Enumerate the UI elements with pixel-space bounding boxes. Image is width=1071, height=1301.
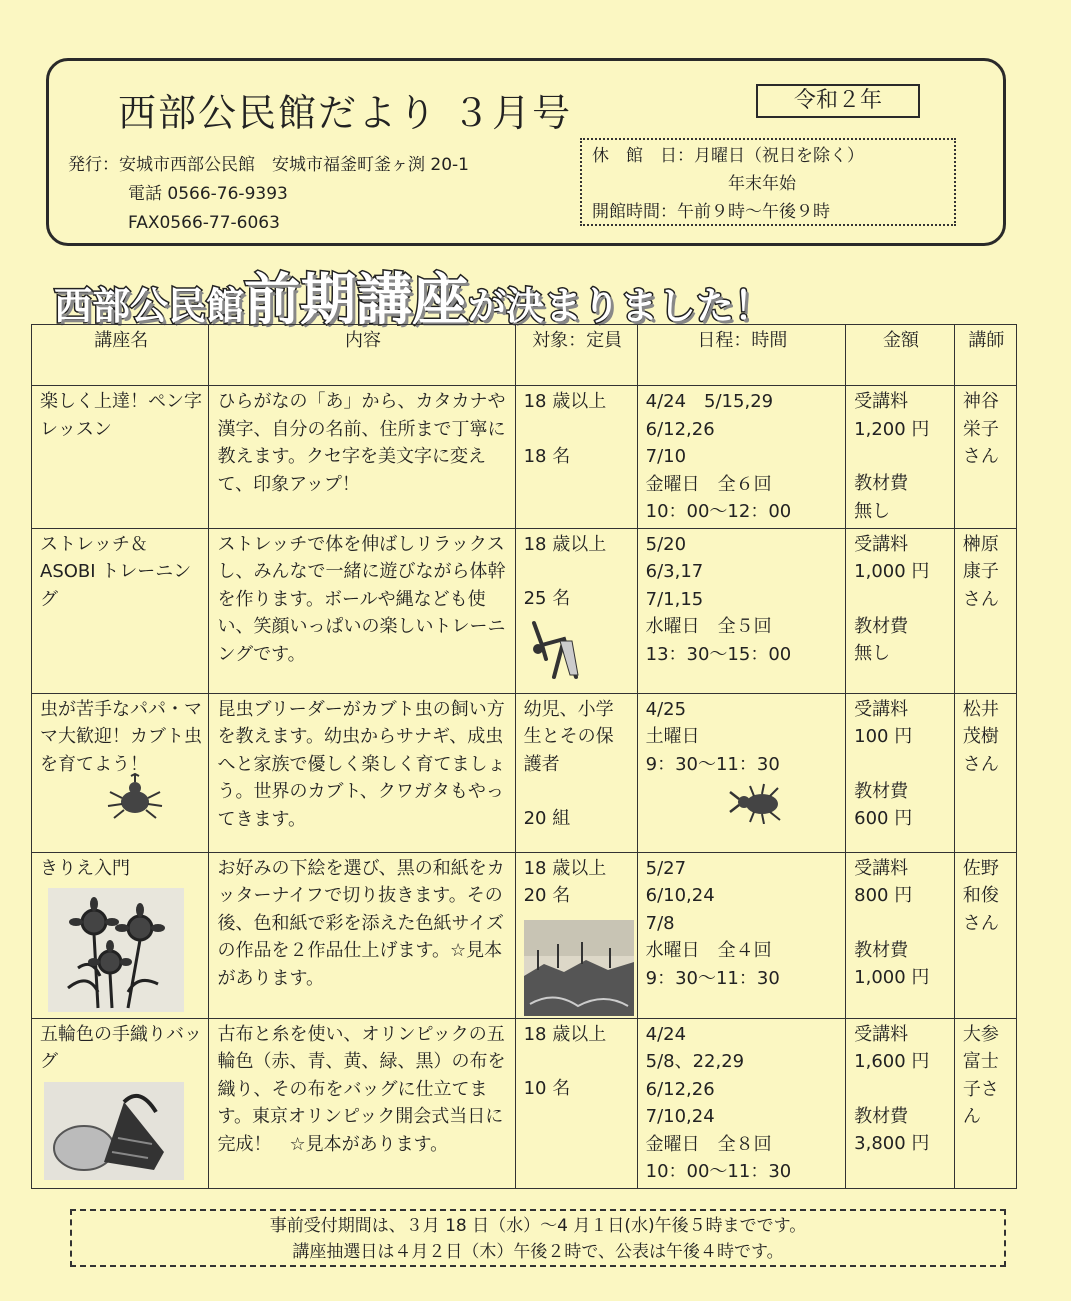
course-target bbox=[515, 1018, 637, 1188]
schedule-line: 4/25 bbox=[645, 698, 687, 720]
course-teacher: 榊原康子さん bbox=[954, 528, 1016, 693]
schedule-line: 水曜日 全４回 bbox=[645, 940, 772, 961]
course-name bbox=[32, 693, 209, 852]
closed-new-year: 年末年始 bbox=[728, 174, 796, 194]
schedule-line: 7/8 bbox=[645, 912, 675, 934]
course-content: 昆虫ブリーダーがカブト虫の飼い方を教えます。幼虫からサナギ、成虫へと家族で優しく楽しく育てましょう。世界のカブト、クワガタもやってきます。 bbox=[209, 693, 515, 852]
course-schedule bbox=[637, 693, 846, 852]
course-target bbox=[515, 693, 637, 852]
schedule-line: 4/24 bbox=[645, 1023, 687, 1045]
course-fee bbox=[846, 693, 955, 852]
schedule-line: 7/10 bbox=[645, 446, 687, 467]
target-text: 18 歳以上 bbox=[523, 1023, 607, 1045]
closed-days: 休 館 日：月曜日（祝日を除く） bbox=[592, 146, 864, 166]
fee-label: 受講料 bbox=[854, 698, 909, 720]
courses-table bbox=[31, 324, 1017, 1189]
schedule-line: 9：30～11：30 bbox=[645, 967, 780, 989]
table-header-row bbox=[32, 325, 1017, 386]
publisher-fax: FAX0566-77-6063 bbox=[128, 213, 280, 233]
course-target bbox=[515, 852, 637, 1018]
schedule-line: 金曜日 全８回 bbox=[645, 1133, 772, 1155]
material-value: 1,000 円 bbox=[854, 967, 930, 988]
banner-part3: が決まりました！ bbox=[468, 284, 773, 328]
course-name-text: 虫が苦手なパパ・ママ大歓迎！カブト虫を育てよう！ bbox=[40, 698, 202, 775]
course-name bbox=[32, 852, 209, 1018]
header-course-name: 講座名 bbox=[32, 325, 209, 386]
course-fee bbox=[846, 386, 955, 529]
course-teacher: 佐野和俊さん bbox=[954, 852, 1016, 1018]
beetle-icon bbox=[100, 772, 170, 822]
table-row bbox=[32, 852, 1017, 1018]
publisher-address: 発行：安城市西部公民館 安城市福釜町釜ヶ渕 20-1 bbox=[68, 155, 469, 175]
schedule-line: 6/12,26 bbox=[645, 418, 715, 440]
fee-label: 受講料 bbox=[854, 1023, 909, 1045]
table-row bbox=[32, 693, 1017, 852]
header-content: 内容 bbox=[209, 325, 515, 386]
course-content: ひらがなの「あ」から、カタカナや漢字、自分の名前、住所まで丁寧に教えます。クセ字を美文字に変えて、印象アップ！ bbox=[209, 386, 515, 529]
era-badge: 令和２年 bbox=[756, 84, 920, 118]
fee-value: 800 円 bbox=[854, 885, 913, 906]
course-schedule bbox=[637, 528, 846, 693]
registration-notice bbox=[70, 1209, 1006, 1267]
fee-label: 受講料 bbox=[854, 857, 909, 879]
schedule-line: 6/10,24 bbox=[645, 885, 715, 906]
table-row bbox=[32, 528, 1017, 693]
fee-label: 受講料 bbox=[854, 533, 909, 555]
course-name-text: 五輪色の手織りバッグ bbox=[40, 1023, 202, 1072]
target-text: 18 歳以上 bbox=[523, 533, 607, 555]
course-target bbox=[515, 386, 637, 529]
capacity-text: 20 組 bbox=[523, 808, 571, 829]
capacity-text: 25 名 bbox=[523, 588, 571, 609]
schedule-line: 金曜日 全６回 bbox=[645, 473, 772, 495]
header-fee: 金額 bbox=[846, 325, 955, 386]
course-fee bbox=[846, 528, 955, 693]
course-fee bbox=[846, 852, 955, 1018]
banner-part2: 前期講座 bbox=[244, 268, 469, 333]
schedule-line: 4/24 5/15,29 bbox=[645, 391, 774, 412]
page-title: 西部公民館だより ３月号 bbox=[118, 91, 573, 135]
schedule-line: 10：00～12：00 bbox=[645, 501, 792, 522]
lottery-date: 講座抽選日は４月２日（木）午後２時で、公表は午後４時です。 bbox=[292, 1242, 784, 1262]
material-label: 教材費 bbox=[854, 1105, 909, 1127]
material-label: 教材費 bbox=[854, 615, 909, 637]
header-schedule: 日程：時間 bbox=[637, 325, 846, 386]
material-label: 教材費 bbox=[854, 780, 909, 802]
course-target bbox=[515, 528, 637, 693]
course-schedule bbox=[637, 852, 846, 1018]
course-name: 楽しく上達！ペン字レッスン bbox=[32, 386, 209, 529]
banner-part1: 西部公民館 bbox=[54, 284, 245, 328]
material-value: 無し bbox=[854, 500, 891, 522]
schedule-line: 5/20 bbox=[645, 533, 687, 555]
course-name: ストレッチ＆ASOBI トレーニング bbox=[32, 528, 209, 693]
schedule-line: 7/1,15 bbox=[645, 588, 704, 610]
course-name-text: きりえ入門 bbox=[40, 857, 130, 879]
course-content: 古布と糸を使い、オリンピックの五輪色（赤、青、黄、緑、黒）の布を織り、その布をバッグに仕立てます。東京オリンピック開会式当日に完成！ ☆見本があります。 bbox=[209, 1018, 515, 1188]
open-hours: 開館時間：午前９時～午後９時 bbox=[592, 202, 830, 222]
schedule-line: 7/10,24 bbox=[645, 1106, 715, 1127]
material-value: 600 円 bbox=[854, 808, 913, 829]
target-text: 18 歳以上 bbox=[523, 391, 607, 412]
course-teacher: 大参富士子さん bbox=[954, 1018, 1016, 1188]
sunflower-cutout-icon bbox=[48, 888, 184, 1012]
schedule-line: 6/12,26 bbox=[645, 1078, 715, 1100]
woven-bag-icon bbox=[44, 1082, 184, 1180]
fee-value: 1,000 円 bbox=[854, 561, 930, 582]
publisher-tel: 電話 0566-76-9393 bbox=[128, 184, 288, 204]
capacity-text: 20 名 bbox=[523, 885, 571, 906]
target-text: 18 歳以上 bbox=[523, 857, 607, 879]
schedule-line: 6/3,17 bbox=[645, 561, 704, 582]
capacity-text: 18 名 bbox=[523, 445, 571, 467]
opening-hours-box bbox=[580, 138, 956, 226]
material-label: 教材費 bbox=[854, 473, 909, 494]
course-teacher: 神谷栄子さん bbox=[954, 386, 1016, 529]
schedule-line: 水曜日 全５回 bbox=[645, 616, 772, 637]
course-name bbox=[32, 1018, 209, 1188]
fee-value: 100 円 bbox=[854, 726, 913, 747]
schedule-line: 5/8、22,29 bbox=[645, 1051, 745, 1072]
schedule-line: 5/27 bbox=[645, 857, 687, 879]
course-content: ストレッチで体を伸ばしリラックスし、みんなで一緒に遊びながら体幹を作ります。ボールや縄なども使い、笑顔いっぱいの楽しいトレーニングです。 bbox=[209, 528, 515, 693]
header-teacher: 講師 bbox=[954, 325, 1016, 386]
fee-value: 1,200 円 bbox=[854, 418, 930, 440]
course-schedule bbox=[637, 1018, 846, 1188]
registration-period: 事前受付期間は、３月 18 日（水）～4 月１日(水)午後５時までです。 bbox=[269, 1216, 807, 1236]
course-schedule bbox=[637, 386, 846, 529]
publisher-info bbox=[68, 151, 469, 238]
course-fee bbox=[846, 1018, 955, 1188]
schedule-line: 土曜日 bbox=[645, 726, 700, 747]
stag-beetle-icon bbox=[724, 780, 794, 824]
header-target: 対象：定員 bbox=[515, 325, 637, 386]
schedule-line: 10：00～11：30 bbox=[645, 1161, 792, 1182]
table-row bbox=[32, 386, 1017, 529]
material-value: 3,800 円 bbox=[854, 1133, 930, 1154]
table-row bbox=[32, 1018, 1017, 1188]
course-teacher: 松井茂樹さん bbox=[954, 693, 1016, 852]
stretching-figure-icon bbox=[524, 619, 584, 681]
schedule-line: 9：30～11：30 bbox=[645, 753, 780, 775]
target-text: 幼児、小学生とその保護者 bbox=[523, 698, 614, 775]
course-content: お好みの下絵を選び、黒の和紙をカッターナイフで切り抜きます。その後、色和紙で彩を添えた色紙サイズの作品を２作品仕上げます。☆見本があります。 bbox=[209, 852, 515, 1018]
fee-value: 1,600 円 bbox=[854, 1051, 930, 1072]
capacity-text: 10 名 bbox=[523, 1078, 571, 1099]
fee-label: 受講料 bbox=[854, 391, 909, 412]
schedule-line: 13：30～15：00 bbox=[645, 643, 792, 665]
material-label: 教材費 bbox=[854, 939, 909, 961]
landscape-cutout-icon bbox=[524, 920, 634, 1016]
material-value: 無し bbox=[854, 643, 891, 664]
headline-banner bbox=[54, 256, 1014, 333]
